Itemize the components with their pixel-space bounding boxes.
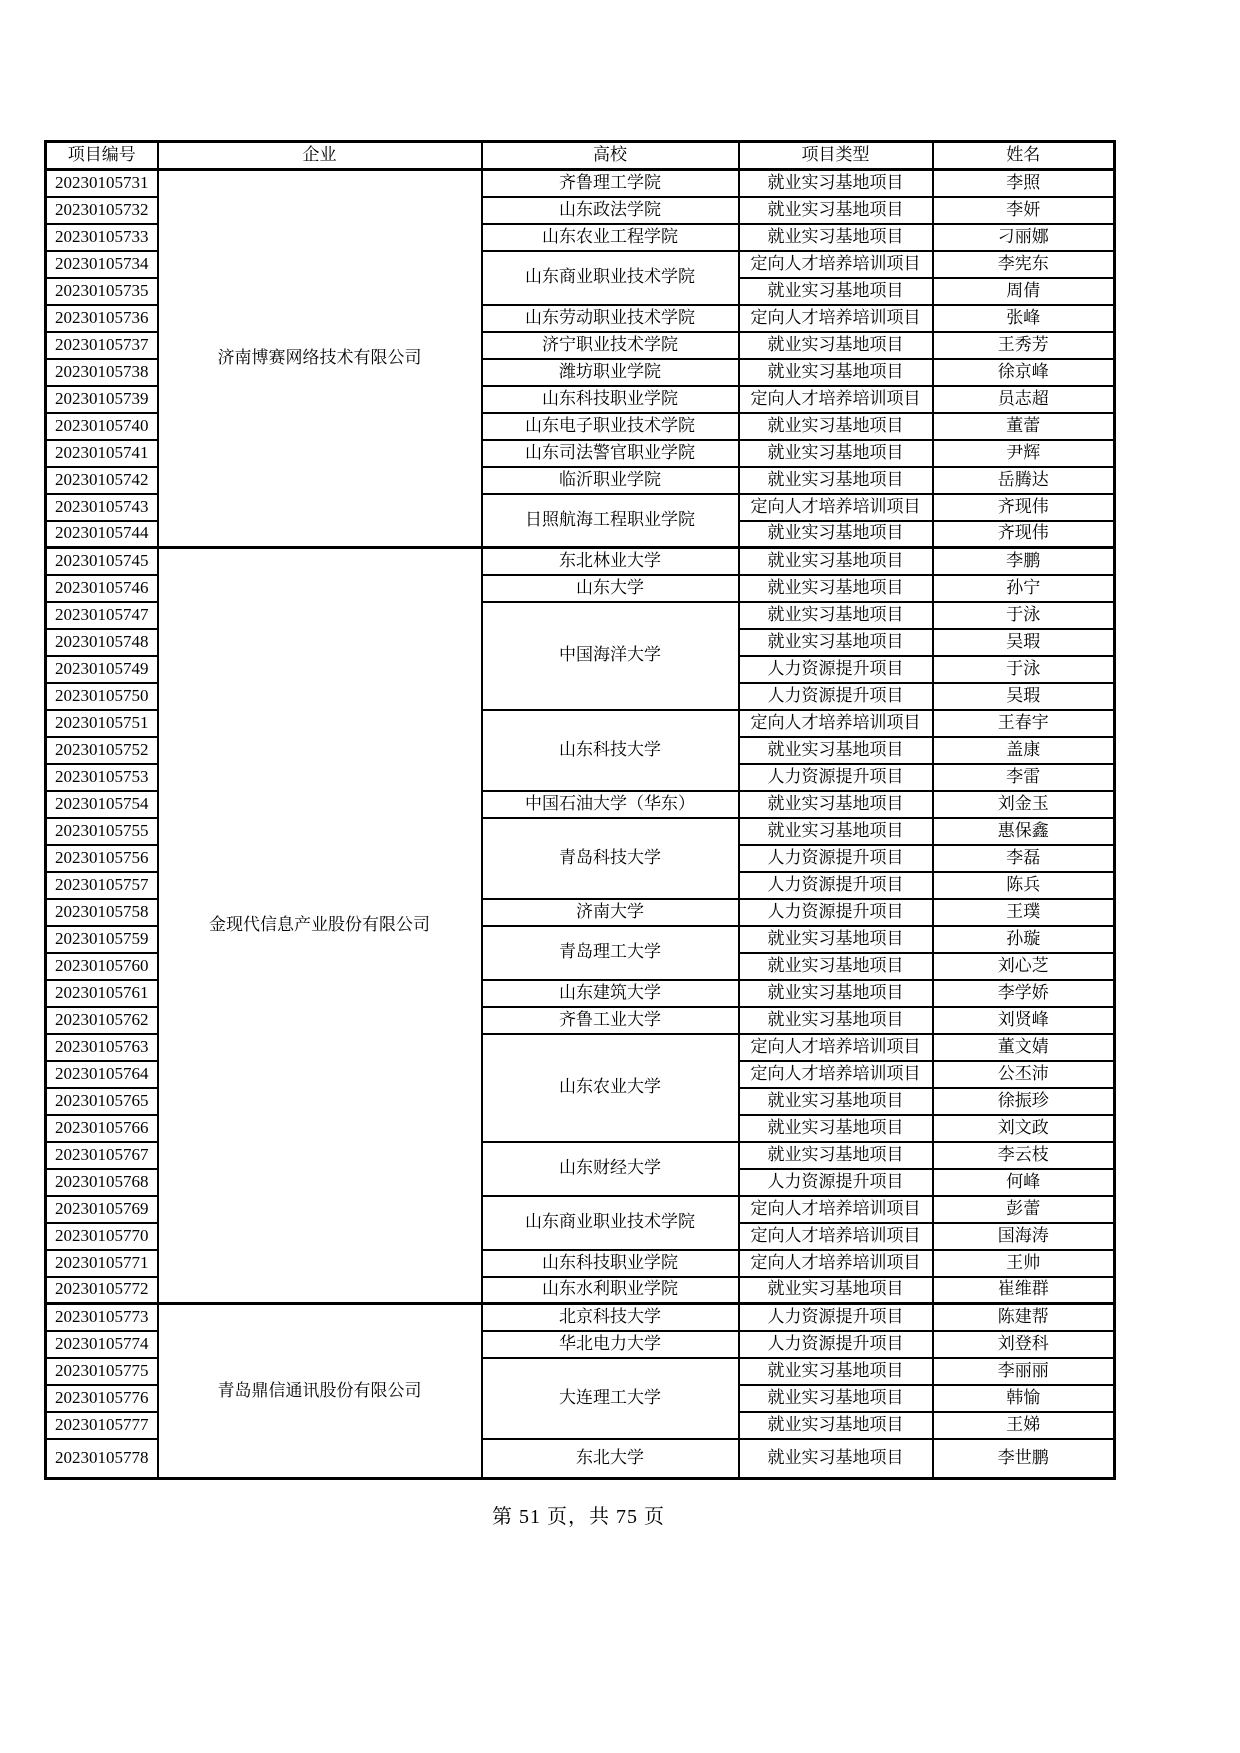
person-name-cell: 刘金玉 xyxy=(933,791,1115,818)
project-type-cell: 就业实习基地项目 xyxy=(739,440,933,467)
project-type-cell: 人力资源提升项目 xyxy=(739,845,933,872)
project-roster-table xyxy=(44,140,1116,1480)
project-type-cell: 就业实习基地项目 xyxy=(739,1358,933,1385)
project-id-cell: 20230105738 xyxy=(46,359,158,386)
project-type-cell: 就业实习基地项目 xyxy=(739,548,933,575)
project-type-cell: 就业实习基地项目 xyxy=(739,1277,933,1304)
project-table-body xyxy=(46,170,1115,1479)
project-type-cell: 就业实习基地项目 xyxy=(739,359,933,386)
school-cell: 山东农业工程学院 xyxy=(482,224,739,251)
school-cell: 山东水利职业学院 xyxy=(482,1277,739,1304)
school-cell: 山东电子职业技术学院 xyxy=(482,413,739,440)
person-name-cell: 岳腾达 xyxy=(933,467,1115,494)
school-cell: 青岛理工大学 xyxy=(482,926,739,980)
project-id-cell: 20230105736 xyxy=(46,305,158,332)
enterprise-cell: 青岛鼎信通讯股份有限公司 xyxy=(158,1304,482,1479)
project-id-cell: 20230105773 xyxy=(46,1304,158,1331)
project-id-cell: 20230105766 xyxy=(46,1115,158,1142)
project-id-cell: 20230105751 xyxy=(46,710,158,737)
project-id-cell: 20230105755 xyxy=(46,818,158,845)
table-header xyxy=(46,142,1115,170)
project-id-cell: 20230105756 xyxy=(46,845,158,872)
project-type-cell: 就业实习基地项目 xyxy=(739,1142,933,1169)
project-type-cell: 就业实习基地项目 xyxy=(739,224,933,251)
school-cell: 华北电力大学 xyxy=(482,1331,739,1358)
person-name-cell: 刘心芝 xyxy=(933,953,1115,980)
project-id-cell: 20230105761 xyxy=(46,980,158,1007)
person-name-cell: 董蕾 xyxy=(933,413,1115,440)
project-id-cell: 20230105776 xyxy=(46,1385,158,1412)
project-type-cell: 就业实习基地项目 xyxy=(739,170,933,197)
person-name-cell: 周倩 xyxy=(933,278,1115,305)
project-id-cell: 20230105731 xyxy=(46,170,158,197)
person-name-cell: 吴瑕 xyxy=(933,683,1115,710)
school-cell: 潍坊职业学院 xyxy=(482,359,739,386)
project-type-cell: 就业实习基地项目 xyxy=(739,602,933,629)
project-id-cell: 20230105745 xyxy=(46,548,158,575)
person-name-cell: 李雷 xyxy=(933,764,1115,791)
person-name-cell: 刁丽娜 xyxy=(933,224,1115,251)
person-name-cell: 何峰 xyxy=(933,1169,1115,1196)
project-type-cell: 就业实习基地项目 xyxy=(739,1088,933,1115)
project-type-cell: 定向人才培养培训项目 xyxy=(739,251,933,278)
person-name-cell: 王帅 xyxy=(933,1250,1115,1277)
school-cell: 临沂职业学院 xyxy=(482,467,739,494)
header-school: 高校 xyxy=(482,142,739,170)
person-name-cell: 惠保鑫 xyxy=(933,818,1115,845)
project-type-cell: 就业实习基地项目 xyxy=(739,629,933,656)
project-type-cell: 定向人才培养培训项目 xyxy=(739,305,933,332)
project-id-cell: 20230105741 xyxy=(46,440,158,467)
person-name-cell: 李云枝 xyxy=(933,1142,1115,1169)
project-type-cell: 就业实习基地项目 xyxy=(739,467,933,494)
project-id-cell: 20230105752 xyxy=(46,737,158,764)
person-name-cell: 齐现伟 xyxy=(933,494,1115,521)
project-id-cell: 20230105757 xyxy=(46,872,158,899)
school-cell: 山东大学 xyxy=(482,575,739,602)
person-name-cell: 国海涛 xyxy=(933,1223,1115,1250)
school-cell: 山东商业职业技术学院 xyxy=(482,1196,739,1250)
project-type-cell: 人力资源提升项目 xyxy=(739,1304,933,1331)
school-cell: 东北林业大学 xyxy=(482,548,739,575)
person-name-cell: 李妍 xyxy=(933,197,1115,224)
person-name-cell: 李学娇 xyxy=(933,980,1115,1007)
person-name-cell: 李世鹏 xyxy=(933,1439,1115,1479)
table-row xyxy=(46,1304,1115,1331)
header-enterprise: 企业 xyxy=(158,142,482,170)
project-id-cell: 20230105763 xyxy=(46,1034,158,1061)
project-type-cell: 定向人才培养培训项目 xyxy=(739,1250,933,1277)
person-name-cell: 尹辉 xyxy=(933,440,1115,467)
project-id-cell: 20230105748 xyxy=(46,629,158,656)
person-name-cell: 李丽丽 xyxy=(933,1358,1115,1385)
project-type-cell: 人力资源提升项目 xyxy=(739,683,933,710)
person-name-cell: 韩愉 xyxy=(933,1385,1115,1412)
project-type-cell: 人力资源提升项目 xyxy=(739,656,933,683)
project-id-cell: 20230105747 xyxy=(46,602,158,629)
person-name-cell: 陈建帮 xyxy=(933,1304,1115,1331)
person-name-cell: 彭蕾 xyxy=(933,1196,1115,1223)
person-name-cell: 董文婧 xyxy=(933,1034,1115,1061)
project-type-cell: 就业实习基地项目 xyxy=(739,737,933,764)
project-id-cell: 20230105762 xyxy=(46,1007,158,1034)
project-id-cell: 20230105778 xyxy=(46,1439,158,1479)
project-id-cell: 20230105734 xyxy=(46,251,158,278)
project-id-cell: 20230105739 xyxy=(46,386,158,413)
enterprise-cell: 金现代信息产业股份有限公司 xyxy=(158,548,482,1304)
project-type-cell: 就业实习基地项目 xyxy=(739,575,933,602)
project-id-cell: 20230105771 xyxy=(46,1250,158,1277)
project-id-cell: 20230105735 xyxy=(46,278,158,305)
project-type-cell: 就业实习基地项目 xyxy=(739,1439,933,1479)
project-type-cell: 人力资源提升项目 xyxy=(739,1331,933,1358)
project-id-cell: 20230105772 xyxy=(46,1277,158,1304)
person-name-cell: 孙宁 xyxy=(933,575,1115,602)
table-row xyxy=(46,170,1115,197)
project-id-cell: 20230105774 xyxy=(46,1331,158,1358)
school-cell: 山东科技职业学院 xyxy=(482,386,739,413)
person-name-cell: 李鹏 xyxy=(933,548,1115,575)
project-id-cell: 20230105743 xyxy=(46,494,158,521)
school-cell: 中国石油大学（华东） xyxy=(482,791,739,818)
school-cell: 山东科技大学 xyxy=(482,710,739,791)
person-name-cell: 员志超 xyxy=(933,386,1115,413)
person-name-cell: 公丕沛 xyxy=(933,1061,1115,1088)
school-cell: 中国海洋大学 xyxy=(482,602,739,710)
table-row xyxy=(46,548,1115,575)
project-type-cell: 人力资源提升项目 xyxy=(739,872,933,899)
header-name: 姓名 xyxy=(933,142,1115,170)
project-type-cell: 就业实习基地项目 xyxy=(739,980,933,1007)
person-name-cell: 王秀芳 xyxy=(933,332,1115,359)
project-id-cell: 20230105742 xyxy=(46,467,158,494)
school-cell: 山东商业职业技术学院 xyxy=(482,251,739,305)
project-id-cell: 20230105740 xyxy=(46,413,158,440)
header-row xyxy=(46,142,1115,170)
project-id-cell: 20230105733 xyxy=(46,224,158,251)
person-name-cell: 崔维群 xyxy=(933,1277,1115,1304)
project-type-cell: 定向人才培养培训项目 xyxy=(739,386,933,413)
school-cell: 山东政法学院 xyxy=(482,197,739,224)
project-type-cell: 就业实习基地项目 xyxy=(739,1412,933,1439)
school-cell: 济宁职业技术学院 xyxy=(482,332,739,359)
school-cell: 济南大学 xyxy=(482,899,739,926)
project-id-cell: 20230105750 xyxy=(46,683,158,710)
person-name-cell: 盖康 xyxy=(933,737,1115,764)
enterprise-cell: 济南博赛网络技术有限公司 xyxy=(158,170,482,548)
project-type-cell: 人力资源提升项目 xyxy=(739,1169,933,1196)
project-id-cell: 20230105775 xyxy=(46,1358,158,1385)
project-type-cell: 就业实习基地项目 xyxy=(739,818,933,845)
project-type-cell: 定向人才培养培训项目 xyxy=(739,1061,933,1088)
header-project-type: 项目类型 xyxy=(739,142,933,170)
project-id-cell: 20230105767 xyxy=(46,1142,158,1169)
project-id-cell: 20230105769 xyxy=(46,1196,158,1223)
school-cell: 山东司法警官职业学院 xyxy=(482,440,739,467)
project-type-cell: 定向人才培养培训项目 xyxy=(739,1223,933,1250)
project-id-cell: 20230105753 xyxy=(46,764,158,791)
school-cell: 山东劳动职业技术学院 xyxy=(482,305,739,332)
person-name-cell: 王娣 xyxy=(933,1412,1115,1439)
project-type-cell: 定向人才培养培训项目 xyxy=(739,1196,933,1223)
project-type-cell: 就业实习基地项目 xyxy=(739,332,933,359)
person-name-cell: 徐振珍 xyxy=(933,1088,1115,1115)
project-id-cell: 20230105746 xyxy=(46,575,158,602)
person-name-cell: 刘登科 xyxy=(933,1331,1115,1358)
school-cell: 齐鲁理工学院 xyxy=(482,170,739,197)
project-type-cell: 人力资源提升项目 xyxy=(739,899,933,926)
project-id-cell: 20230105764 xyxy=(46,1061,158,1088)
school-cell: 东北大学 xyxy=(482,1439,739,1479)
project-id-cell: 20230105759 xyxy=(46,926,158,953)
project-id-cell: 20230105758 xyxy=(46,899,158,926)
project-id-cell: 20230105754 xyxy=(46,791,158,818)
person-name-cell: 吴瑕 xyxy=(933,629,1115,656)
project-type-cell: 就业实习基地项目 xyxy=(739,1007,933,1034)
school-cell: 山东农业大学 xyxy=(482,1034,739,1142)
project-type-cell: 人力资源提升项目 xyxy=(739,764,933,791)
project-id-cell: 20230105760 xyxy=(46,953,158,980)
school-cell: 北京科技大学 xyxy=(482,1304,739,1331)
person-name-cell: 孙璇 xyxy=(933,926,1115,953)
project-id-cell: 20230105737 xyxy=(46,332,158,359)
person-name-cell: 刘贤峰 xyxy=(933,1007,1115,1034)
school-cell: 日照航海工程职业学院 xyxy=(482,494,739,548)
person-name-cell: 李磊 xyxy=(933,845,1115,872)
person-name-cell: 李宪东 xyxy=(933,251,1115,278)
person-name-cell: 于泳 xyxy=(933,656,1115,683)
person-name-cell: 王春宇 xyxy=(933,710,1115,737)
school-cell: 山东科技职业学院 xyxy=(482,1250,739,1277)
person-name-cell: 陈兵 xyxy=(933,872,1115,899)
page-number-footer: 第 51 页，共 75 页 xyxy=(492,1506,665,1528)
school-cell: 大连理工大学 xyxy=(482,1358,739,1439)
school-cell: 山东财经大学 xyxy=(482,1142,739,1196)
project-type-cell: 定向人才培养培训项目 xyxy=(739,494,933,521)
project-type-cell: 就业实习基地项目 xyxy=(739,197,933,224)
project-type-cell: 就业实习基地项目 xyxy=(739,926,933,953)
project-id-cell: 20230105744 xyxy=(46,521,158,548)
school-cell: 齐鲁工业大学 xyxy=(482,1007,739,1034)
person-name-cell: 于泳 xyxy=(933,602,1115,629)
person-name-cell: 徐京峰 xyxy=(933,359,1115,386)
project-id-cell: 20230105732 xyxy=(46,197,158,224)
project-id-cell: 20230105777 xyxy=(46,1412,158,1439)
project-id-cell: 20230105768 xyxy=(46,1169,158,1196)
project-id-cell: 20230105765 xyxy=(46,1088,158,1115)
header-project-id: 项目编号 xyxy=(46,142,158,170)
project-id-cell: 20230105749 xyxy=(46,656,158,683)
person-name-cell: 齐现伟 xyxy=(933,521,1115,548)
school-cell: 山东建筑大学 xyxy=(482,980,739,1007)
person-name-cell: 张峰 xyxy=(933,305,1115,332)
project-type-cell: 就业实习基地项目 xyxy=(739,1385,933,1412)
project-type-cell: 就业实习基地项目 xyxy=(739,521,933,548)
person-name-cell: 王璞 xyxy=(933,899,1115,926)
project-type-cell: 就业实习基地项目 xyxy=(739,1115,933,1142)
project-type-cell: 就业实习基地项目 xyxy=(739,278,933,305)
person-name-cell: 李照 xyxy=(933,170,1115,197)
project-type-cell: 定向人才培养培训项目 xyxy=(739,1034,933,1061)
project-type-cell: 就业实习基地项目 xyxy=(739,413,933,440)
school-cell: 青岛科技大学 xyxy=(482,818,739,899)
person-name-cell: 刘文政 xyxy=(933,1115,1115,1142)
project-type-cell: 就业实习基地项目 xyxy=(739,791,933,818)
project-type-cell: 就业实习基地项目 xyxy=(739,953,933,980)
project-type-cell: 定向人才培养培训项目 xyxy=(739,710,933,737)
project-id-cell: 20230105770 xyxy=(46,1223,158,1250)
